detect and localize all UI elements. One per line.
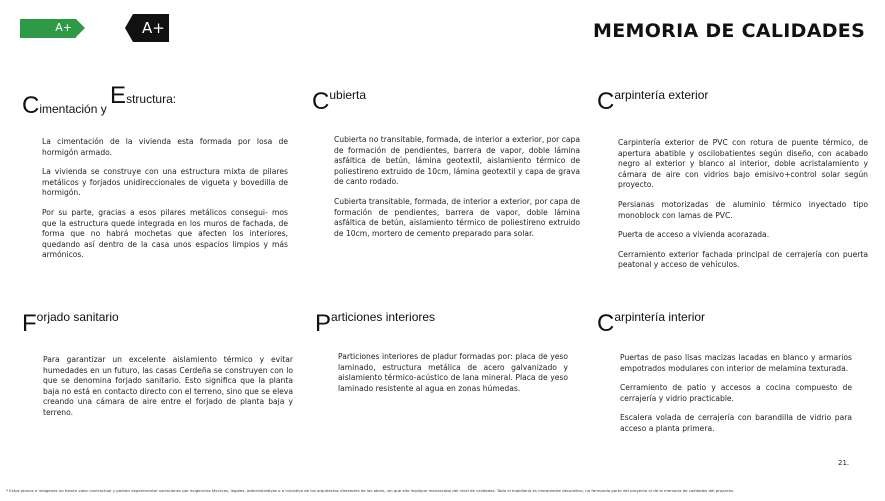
page-title: MEMORIA DE CALIDADES xyxy=(593,20,866,42)
section-body-carpinteria-interior xyxy=(620,353,852,444)
energy-rating-black-label: A+ xyxy=(142,19,165,37)
paragraph: La vivienda se construye con una estructura mixta de pilares metálicos y forjados unidireccionales de vigueta y bovedilla de hormigón. xyxy=(42,167,288,198)
paragraph: La cimentación de la vivienda esta formada por losa de hormigón armado. xyxy=(42,137,288,157)
section-body-cubierta xyxy=(334,135,580,248)
energy-rating-green-label: A+ xyxy=(55,21,72,34)
paragraph: Cerramiento exterior fachada principal de cerrajería con puerta peatonal y acceso de vehículos. xyxy=(618,249,868,270)
paragraph: Puertas de paso lisas macizas lacadas en blanco y armarios empotrados modulares con interior de melamina texturada. xyxy=(620,353,852,373)
footnote-disclaimer: * Estos planos e imágenes no tienen valor contractual y podrán experimentar variaciones por exigencias técnicas, legales, administrativas o a iniciativa de los arquitectos directores de las obras, sin que ello implique menoscabo del nivel de calidades. Todo el mobiliario es meramente decorativo, no formando parte del proyecto ni de la memoria de calidades del proyecto. xyxy=(6,488,734,493)
paragraph: Cubierta no transitable, formada, de interior a exterior, por capa de formación de pendientes, barrera de vapor, doble lámina asfáltica de betún, lámina geotextil, aislamiento térmico de poliestireno extruido de 10cm, lámina geotextil y capa de grava de canto rodado. xyxy=(334,135,580,187)
section-carpinteria-interior xyxy=(597,310,706,337)
energy-rating-black-badge xyxy=(133,14,169,42)
paragraph: Cubierta transitable, formada, de interior a exterior, por capa de formación de pendientes, barrera de vapor, doble lámina asfáltica de betún, aislamiento térmico de poliestireno extruido de 10cm, mortero de cemento preparado para solar. xyxy=(334,196,580,238)
section-body-cimentacion xyxy=(42,137,288,270)
section-title: Carpintería exterior xyxy=(597,88,709,115)
section-title: Cimentación y Estructura: xyxy=(22,82,177,119)
section-forjado xyxy=(22,310,119,337)
section-title: Forjado sanitario xyxy=(22,310,119,337)
paragraph: Escalera volada de cerrajería con barandilla de vidrio para acceso a planta primera. xyxy=(620,413,852,433)
section-body-forjado xyxy=(43,355,293,428)
section-carpinteria-exterior xyxy=(597,88,709,115)
paragraph: Puerta de acceso a vivienda acorazada. xyxy=(618,230,770,240)
section-body-carpinteria-exterior xyxy=(618,138,868,280)
section-title: Carpintería interior xyxy=(597,310,706,337)
section-title: Particiones interiores xyxy=(315,310,436,337)
paragraph: Por su parte, gracias a esos pilares metálicos consegui- mos que la estructura quede integrada en los muros de fachada, de forma que no habrá mochetas que afecten los interiores, quedando así dentro de la casa unos espacios limpios y más armónicos. xyxy=(42,207,288,260)
energy-rating-green-badge xyxy=(20,19,76,38)
paragraph: Persianas motorizadas de aluminio térmico inyectado tipo monoblock con lamas de PVC. xyxy=(618,199,868,220)
section-cimentacion xyxy=(22,82,177,119)
section-particiones xyxy=(315,310,436,337)
paragraph: Carpintería exterior de PVC con rotura de puente térmico, de apertura abatible y oscilobatientes según diseño, con acabado negro al exterior y blanco al interior, doble acristalamiento y cámara de aire con vidrios bajo emisivo+control solar según proyecto. xyxy=(618,138,868,190)
paragraph: Para garantizar un excelente aislamiento térmico y evitar humedades en un futuro, las casas Cerdeña se construyen con lo que se denomina forjado sanitario. Esto significa que la planta baja no está en contacto directo con el terreno, sino que se eleva creando una cámara de aire entre el forjado de planta baja y terreno. xyxy=(43,355,293,417)
paragraph: Particiones interiores de pladur formadas por: placa de yeso laminado, estructura metálica de acero galvanizado y aislamiento térmico-acústico de lana mineral. Placa de yeso laminado resistente al agua en zonas húmedas. xyxy=(338,352,568,393)
page-number: 21. xyxy=(838,459,850,467)
paragraph: Cerramiento de patio y accesos a cocina compuesto de cerrajería y vidrio practicable. xyxy=(620,383,852,403)
section-body-particiones xyxy=(338,352,568,403)
section-title: Cubierta xyxy=(312,88,367,115)
section-cubierta xyxy=(312,88,367,115)
